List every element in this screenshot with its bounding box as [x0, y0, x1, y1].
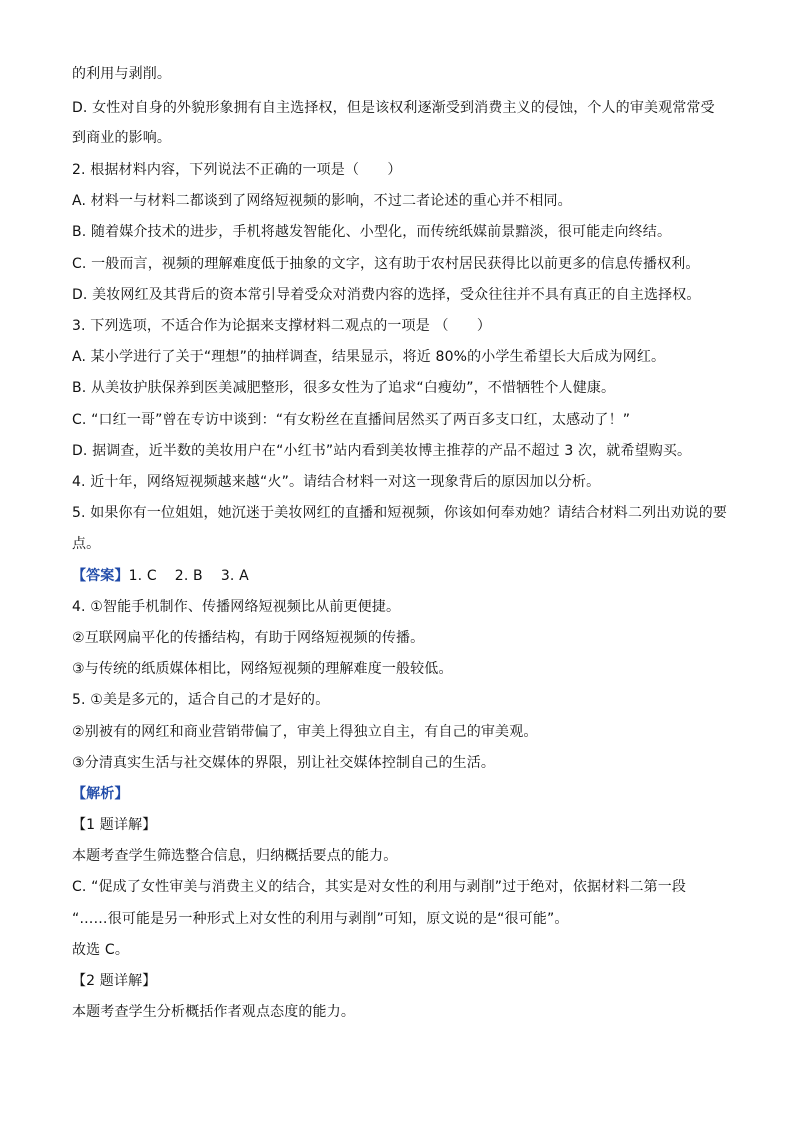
analysis-text: “……很可能是另一种形式上对女性的利用与剥削”可知，原文说的是“很可能”。 — [72, 911, 569, 927]
analysis-text: C. “促成了女性审美与消费主义的结合，其实是对女性的利用与剥削”过于绝对，依据材料二第一段 — [72, 879, 687, 895]
question-3: 3. 下列选项，不适合作为论据来支撑材料二观点的一项是 （ ） — [72, 318, 492, 334]
option-d: D. 据调查，近半数的美妆用户在“小红书”站内看到美妆博主推荐的产品不超过 3 次，就希望购买。 — [72, 443, 692, 459]
analysis-text: 本题考查学生分析概括作者观点态度的能力。 — [72, 1004, 355, 1020]
answer-5-point-3: ③分清真实生活与社交媒体的界限，别让社交媒体控制自己的生活。 — [72, 755, 496, 771]
option-d: D. 美妆网红及其背后的资本常引导着受众对消费内容的选择，受众往往并不具有真正的自主选择权。 — [72, 287, 701, 303]
analysis-text: 本题考查学生筛选整合信息，归纳概括要点的能力。 — [72, 848, 398, 864]
answer-item: 2. B — [174, 568, 203, 584]
answer-item: 1. C — [128, 568, 157, 584]
question-4: 4. 近十年，网络短视频越来越“火”。请结合材料一对这一现象背后的原因加以分析。 — [72, 474, 601, 490]
option-a: A. 某小学进行了关于“理想”的抽样调查，结果显示，将近 80%的小学生希望长大后成为网红。 — [72, 349, 666, 365]
option-b: B. 随着媒介技术的进步，手机将越发智能化、小型化，而传统纸媒前景黯淡，很可能走向终结。 — [72, 224, 672, 240]
question-5: 5. 如果你有一位姐姐，她沉迷于美妆网红的直播和短视频，你该如何奉劝她？请结合材料二列出劝说的要 — [72, 505, 728, 521]
analysis-text: 故选 C。 — [72, 942, 129, 958]
answer-line — [72, 566, 732, 586]
question-2-heading: 【2 题详解】 — [72, 973, 157, 989]
text-line: 到商业的影响。 — [72, 130, 172, 146]
answer-4-point-3: ③与传统的纸质媒体相比，网络短视频的理解难度一般较低。 — [72, 661, 453, 677]
answer-5-point-1: 5. ①美是多元的，适合自己的才是好的。 — [72, 692, 330, 708]
option-b: B. 从美妆护肤保养到医美减肥整形，很多女性为了追求“白瘦幼”，不惜牺牲个人健康。 — [72, 380, 616, 396]
answer-4-point-1: 4. ①智能手机制作、传播网络短视频比从前更便捷。 — [72, 599, 401, 615]
text-line: 的利用与剥削。 — [72, 66, 172, 82]
answer-label: 【答案】 — [72, 568, 129, 584]
text-line: 点。 — [72, 536, 101, 552]
analysis-label: 【解析】 — [72, 786, 129, 802]
question-2: 2. 根据材料内容，下列说法不正确的一项是（ ） — [72, 162, 402, 178]
answer-4-point-2: ②互联网扁平化的传播结构，有助于网络短视频的传播。 — [72, 630, 425, 646]
option-c: C. “口红一哥”曾在专访中谈到：“有女粉丝在直播间居然买了两百多支口红，太感动了！” — [72, 412, 631, 428]
answer-5-point-2: ②别被有的网红和商业营销带偏了，审美上得独立自主，有自己的审美观。 — [72, 724, 538, 740]
question-1-heading: 【1 题详解】 — [72, 817, 157, 833]
option-d: D. 女性对自身的外貌形象拥有自主选择权，但是该权利逐渐受到消费主义的侵蚀，个人的审美观常常受 — [72, 100, 715, 116]
option-c: C. 一般而言，视频的理解难度低于抽象的文字，这有助于农村居民获得比以前更多的信息传播权利。 — [72, 256, 700, 272]
answer-item: 3. A — [220, 568, 249, 584]
option-a: A. 材料一与材料二都谈到了网络短视频的影响，不过二者论述的重心并不相同。 — [72, 193, 572, 209]
